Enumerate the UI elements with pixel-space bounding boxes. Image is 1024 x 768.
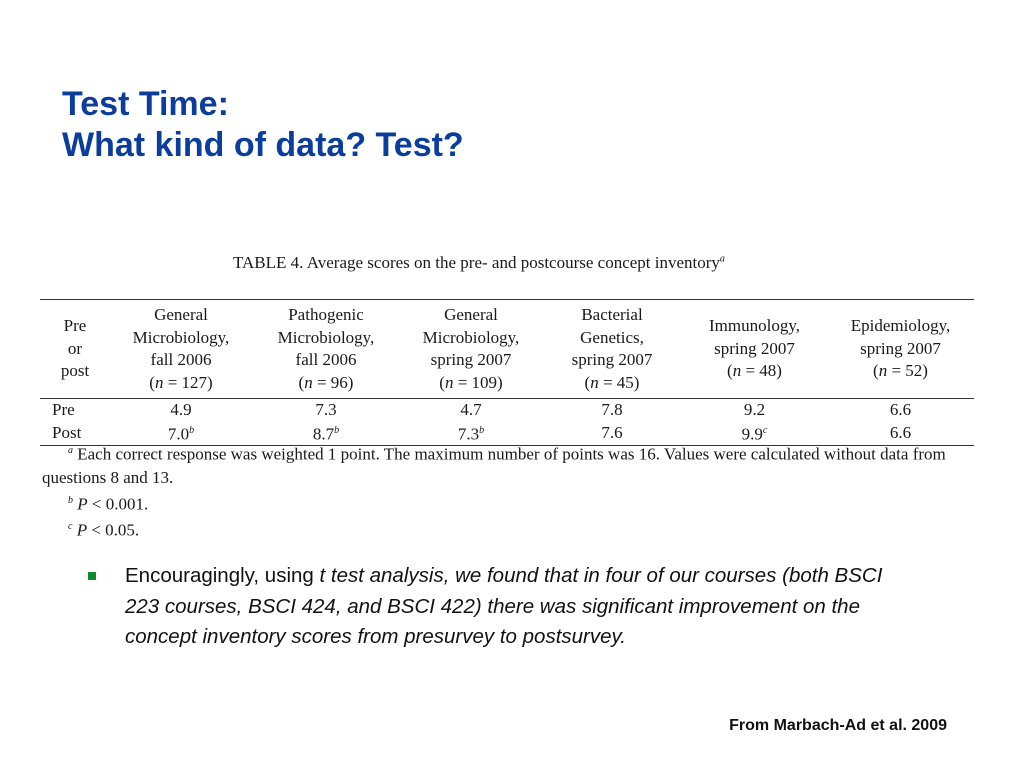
table-cell (682, 399, 827, 421)
row-label: Pre (52, 400, 75, 419)
footnote-b (42, 489, 982, 516)
citation: From Marbach-Ad et al. 2009 (729, 717, 947, 734)
column-header-line: Pathogenic (288, 305, 364, 324)
sample-size-letter: n (878, 361, 888, 381)
sample-size-value: = 45) (598, 372, 640, 392)
table-cell (542, 399, 682, 421)
column-header-line: or (67, 338, 83, 358)
footnote-c (42, 515, 982, 542)
column-sample-size (400, 372, 542, 395)
footnote-a-text: Each correct response was weighted 1 point. The maximum number of points was 16. Values were calculated without data from questions 8 and 13. (42, 444, 946, 487)
column-header-line: spring 2007 (860, 338, 941, 358)
table-footnotes (42, 439, 982, 542)
column-header-6 (827, 300, 974, 399)
sample-size-letter: n (154, 372, 164, 392)
column-sample-size (827, 360, 974, 383)
column-header-line: Pre (63, 316, 87, 336)
footnote-b-text: < 0.001. (87, 494, 149, 514)
cell-value: 6.6 (889, 422, 912, 442)
cell-value: 7.6 (601, 422, 623, 442)
sample-size-open: ( (439, 372, 445, 392)
sample-size-value: = 127) (163, 372, 213, 392)
sample-size-open: ( (149, 372, 155, 392)
table-caption (233, 253, 725, 273)
cell-value: 9.2 (743, 400, 766, 419)
cell-value: 7.0 (167, 424, 190, 444)
column-sample-size (542, 372, 682, 395)
cell-value: 8.7 (312, 424, 335, 444)
column-header-line: spring 2007 (430, 350, 512, 369)
slide-title (62, 84, 464, 166)
sample-size-letter: n (732, 361, 742, 381)
column-header-line: spring 2007 (714, 338, 795, 358)
cell-value: 4.7 (460, 400, 482, 419)
column-header-line: post (60, 361, 90, 381)
column-header-line: Epidemiology, (850, 316, 951, 336)
cell-value: 7.3 (457, 424, 480, 444)
slide-title-line-2: What kind of data? Test? (62, 126, 464, 164)
column-header-line: fall 2006 (150, 350, 212, 369)
sample-size-letter: n (444, 372, 454, 392)
bullet-point (88, 561, 888, 653)
column-sample-size (252, 372, 400, 395)
square-bullet-icon (88, 572, 96, 580)
bullet-text-italic: t test analysis, we found that in four of our courses (both BSCI 223 courses, BSCI 424, and BSCI 422) there was significant improvement on the concept inventory scores from presurvey to postsurvey. (125, 564, 883, 648)
sample-size-value: = 52) (887, 361, 928, 381)
table-cell (827, 399, 974, 421)
footnote-a-mark: a (68, 445, 73, 456)
column-sample-size (110, 372, 252, 395)
table-caption-text: TABLE 4. Average scores on the pre- and postcourse concept inventory (233, 253, 720, 272)
column-header-line: Bacterial (581, 305, 643, 324)
column-header-line: Genetics, (580, 327, 644, 347)
bullet-text-normal: Encouragingly, using (125, 564, 320, 587)
sample-size-open: ( (298, 372, 305, 392)
slide-title-line-1: Test Time: (62, 85, 229, 123)
cell-value: 7.3 (315, 400, 337, 419)
cell-significance-mark: b (334, 425, 340, 436)
bullet-text (125, 561, 888, 653)
sample-size-value: = 48) (741, 361, 782, 381)
cell-significance-mark: b (189, 425, 195, 436)
column-header-4 (542, 300, 682, 399)
row-label: Post (40, 420, 110, 445)
table-cell (400, 399, 542, 421)
column-header-5 (682, 300, 827, 399)
sample-size-open: ( (873, 361, 879, 381)
footnote-c-text: < 0.05. (87, 520, 140, 540)
column-header-1 (110, 300, 252, 399)
footnote-a (42, 439, 982, 489)
footnote-b-p: P (77, 494, 88, 514)
table-cell (110, 399, 252, 421)
column-header-2 (252, 300, 400, 399)
sample-size-value: = 109) (453, 372, 503, 392)
cell-significance-mark: b (479, 425, 485, 436)
table-row (40, 399, 974, 421)
table-cell (252, 399, 400, 421)
column-header-line: Microbiology, (277, 327, 375, 347)
scores-table (40, 299, 974, 446)
table-header-row (40, 300, 974, 399)
cell-value: 7.8 (601, 400, 623, 419)
cell-value: 9.9 (741, 424, 763, 444)
column-header-line: General (154, 305, 208, 324)
sample-size-open: ( (727, 361, 733, 381)
column-header-line: Microbiology, (422, 327, 520, 347)
column-header-line: Immunology, (709, 316, 800, 336)
footnote-c-mark: c (68, 521, 73, 533)
sample-size-letter: n (590, 372, 599, 392)
column-header-line: Microbiology, (132, 327, 230, 347)
column-header-3 (400, 300, 542, 399)
sample-size-value: = 96) (312, 372, 354, 392)
cell-significance-mark: c (762, 425, 768, 436)
cell-value: 6.6 (889, 400, 912, 419)
table-caption-footnote-mark: a (719, 253, 725, 265)
cell-value: 4.9 (170, 400, 192, 419)
footnote-b-mark: b (68, 494, 73, 506)
sample-size-open: ( (584, 372, 591, 392)
column-sample-size (682, 360, 827, 383)
sample-size-letter: n (304, 372, 313, 392)
column-header-line: spring 2007 (571, 350, 653, 369)
column-header-line: General (444, 305, 498, 324)
column-header-0 (40, 300, 110, 399)
column-header-line: fall 2006 (295, 350, 357, 369)
footnote-c-p: P (76, 520, 88, 540)
